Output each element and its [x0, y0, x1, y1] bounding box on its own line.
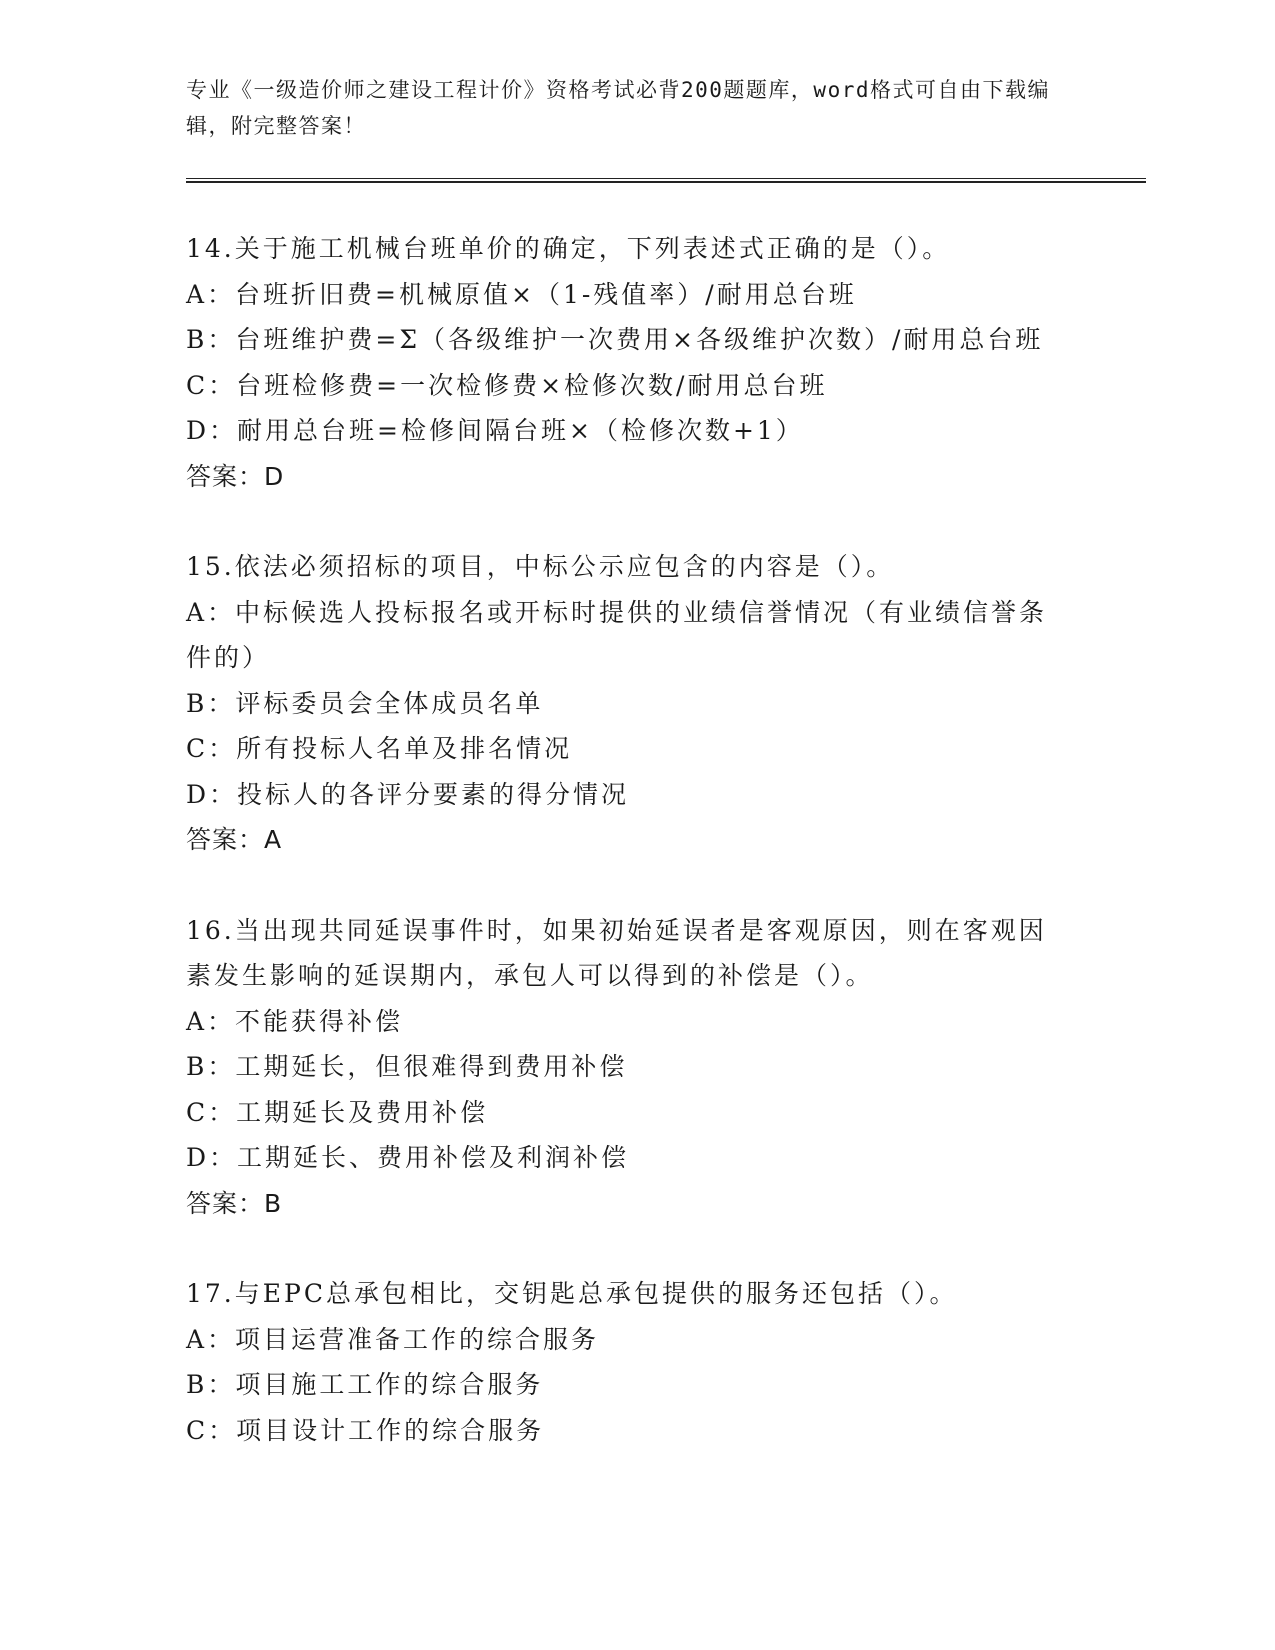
answer: 答案：D: [186, 461, 285, 491]
answer: 答案：B: [186, 1188, 283, 1218]
question-15: [186, 544, 1066, 863]
option-c: C：项目设计工作的综合服务: [186, 1415, 545, 1445]
question-list: [186, 226, 1066, 1453]
question-17: [186, 1271, 1066, 1453]
option-a: A：台班折旧费=机械原值×（1-残值率）/耐用总台班: [186, 279, 857, 309]
question-16: [186, 908, 1066, 1227]
option-a: A：不能获得补偿: [186, 1006, 404, 1036]
document-header: 专业《一级造价师之建设工程计价》资格考试必背200题题库，word格式可自由下载编辑，附完整答案！: [186, 78, 1050, 138]
question-stem: 16.当出现共同延误事件时，如果初始延误者是客观原因，则在客观因素发生影响的延误期内，承包人可以得到的补偿是（）。: [186, 915, 1047, 990]
question-stem: 14.关于施工机械台班单价的确定，下列表述式正确的是（）。: [186, 234, 951, 263]
option-b: B：评标委员会全体成员名单: [186, 688, 544, 718]
question-stem: 17.与EPC总承包相比，交钥匙总承包提供的服务还包括（）。: [186, 1279, 958, 1308]
option-a: A：项目运营准备工作的综合服务: [186, 1324, 600, 1354]
option-a: A：中标候选人投标报名或开标时提供的业绩信誉情况（有业绩信誉条件的）: [186, 597, 1048, 672]
option-b: B：工期延长，但很难得到费用补偿: [186, 1052, 628, 1081]
option-d: D：工期延长、费用补偿及利润补偿: [186, 1143, 630, 1172]
option-b: B：项目施工工作的综合服务: [186, 1370, 544, 1399]
question-stem: 15.依法必须招标的项目，中标公示应包含的内容是（）。: [186, 552, 895, 581]
option-b: B：台班维护费=Σ（各级维护一次费用×各级维护次数）/耐用总台班: [186, 325, 1044, 354]
option-c: C：台班检修费=一次检修费×检修次数/耐用总台班: [186, 370, 828, 400]
option-d: D：耐用总台班=检修间隔台班×（检修次数+1）: [186, 416, 804, 445]
answer: 答案：A: [186, 825, 283, 854]
option-c: C：工期延长及费用补偿: [186, 1097, 489, 1127]
option-d: D：投标人的各评分要素的得分情况: [186, 779, 630, 809]
question-14: [186, 226, 1066, 499]
header-divider: [186, 178, 1146, 183]
option-c: C：所有投标人名单及排名情况: [186, 734, 573, 763]
